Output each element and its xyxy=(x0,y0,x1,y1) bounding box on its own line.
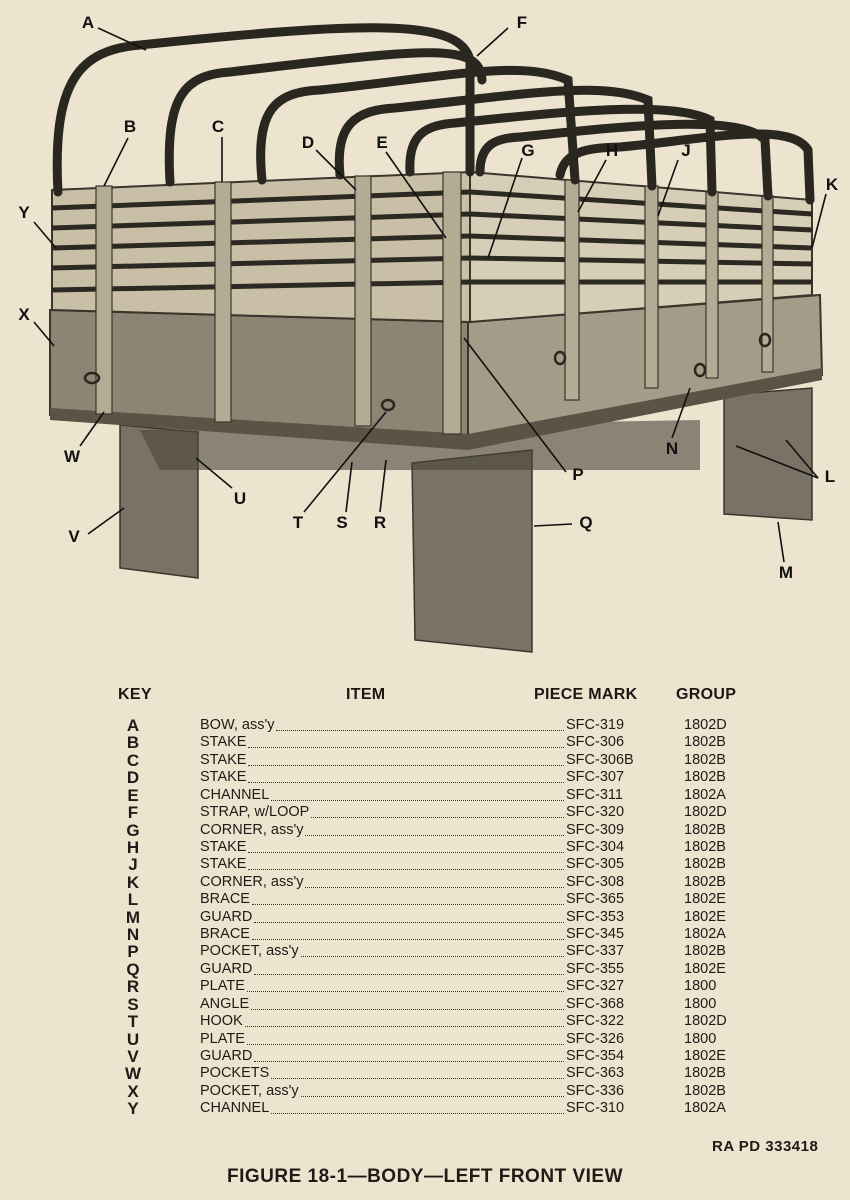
callout-p: P xyxy=(572,465,584,484)
dot-leader xyxy=(305,835,564,836)
row-key: Q xyxy=(126,959,140,979)
dot-leader xyxy=(248,747,564,748)
row-group: 1802B xyxy=(684,1065,726,1082)
row-group: 1800 xyxy=(684,995,717,1012)
table-row xyxy=(0,996,850,1014)
row-piece-mark: SFC-306B xyxy=(566,751,634,768)
row-piece-mark: SFC-310 xyxy=(566,1100,625,1117)
callout-x: X xyxy=(18,305,30,324)
row-item: PLATE xyxy=(200,1030,245,1047)
dot-leader xyxy=(271,1078,564,1079)
table-row xyxy=(0,822,850,840)
callout-j: J xyxy=(681,141,691,160)
callout-g: G xyxy=(521,141,535,160)
row-key: M xyxy=(125,907,141,927)
row-group: 1802A xyxy=(684,1100,726,1117)
callout-a: A xyxy=(81,13,95,32)
row-item: STAKE xyxy=(200,769,247,786)
reference-number: RA PD 333418 xyxy=(712,1138,819,1155)
row-key: W xyxy=(124,1064,142,1084)
callout-v: V xyxy=(68,527,80,546)
row-item: STAKE xyxy=(200,856,247,873)
row-piece-mark: SFC-309 xyxy=(566,821,625,838)
row-piece-mark: SFC-365 xyxy=(566,891,625,908)
dot-leader xyxy=(254,1061,564,1062)
dot-leader xyxy=(247,1044,564,1045)
row-group: 1802E xyxy=(684,908,726,925)
row-item: POCKET, ass'y xyxy=(200,1082,299,1099)
row-key: J xyxy=(128,855,138,875)
row-piece-mark: SFC-320 xyxy=(566,804,625,821)
row-item: ANGLE xyxy=(200,995,250,1012)
row-piece-mark: SFC-322 xyxy=(566,1013,625,1030)
dot-leader xyxy=(276,730,564,731)
row-key: S xyxy=(127,994,139,1014)
row-piece-mark: SFC-319 xyxy=(566,717,625,733)
callout-b: B xyxy=(123,117,137,136)
row-piece-mark: SFC-326 xyxy=(566,1030,625,1047)
row-item: BOW, ass'y xyxy=(200,717,275,733)
row-key: X xyxy=(127,1081,139,1101)
row-key: F xyxy=(127,803,139,823)
row-group: 1802B xyxy=(684,1082,726,1099)
callout-f: F xyxy=(516,13,528,32)
table-row xyxy=(0,909,850,927)
table-row xyxy=(0,839,850,857)
row-group: 1800 xyxy=(684,1030,717,1047)
row-group: 1802B xyxy=(684,856,726,873)
table-row xyxy=(0,856,850,874)
header-piece-mark: PIECE MARK xyxy=(534,686,638,703)
dot-leader xyxy=(251,1009,564,1010)
row-item: STAKE xyxy=(200,751,247,768)
row-key: B xyxy=(126,733,140,753)
row-key: H xyxy=(126,837,140,857)
row-piece-mark: SFC-363 xyxy=(566,1065,625,1082)
table-row xyxy=(0,1100,850,1118)
dot-leader xyxy=(271,1113,564,1114)
row-item: STAKE xyxy=(200,838,247,855)
callout-l: L xyxy=(824,467,836,486)
row-key: N xyxy=(126,925,140,945)
table-row xyxy=(0,734,850,752)
row-key: R xyxy=(126,977,140,997)
figure-caption: FIGURE 18-1—BODY—LEFT FRONT VIEW xyxy=(226,1166,624,1187)
table-row xyxy=(0,943,850,961)
dot-leader xyxy=(252,904,564,905)
dot-leader xyxy=(301,956,564,957)
row-piece-mark: SFC-368 xyxy=(566,995,625,1012)
table-row xyxy=(0,961,850,979)
row-item: CORNER, ass'y xyxy=(200,821,304,838)
dot-leader xyxy=(254,922,564,923)
table-row xyxy=(0,1065,850,1083)
dot-leader xyxy=(248,782,564,783)
row-group: 1802B xyxy=(684,769,726,786)
row-group: 1802D xyxy=(684,717,727,733)
table-row xyxy=(0,717,850,735)
row-key: E xyxy=(127,785,139,805)
row-item: STRAP, w/LOOP xyxy=(200,804,310,821)
callout-q: Q xyxy=(579,513,593,532)
row-piece-mark: SFC-327 xyxy=(566,978,625,995)
row-item: GUARD xyxy=(200,1047,253,1064)
row-item: CHANNEL xyxy=(200,1100,270,1117)
row-key: A xyxy=(126,716,140,735)
header-item: ITEM xyxy=(346,686,386,703)
row-group: 1802B xyxy=(684,734,726,751)
table-row xyxy=(0,752,850,770)
header-key: KEY xyxy=(118,686,152,703)
row-item: POCKETS xyxy=(200,1065,270,1082)
table-row xyxy=(0,769,850,787)
row-piece-mark: SFC-304 xyxy=(566,838,625,855)
row-item: PLATE xyxy=(200,978,245,995)
row-key: K xyxy=(126,872,140,892)
row-group: 1802E xyxy=(684,1047,726,1064)
table-row xyxy=(0,891,850,909)
row-group: 1802E xyxy=(684,891,726,908)
dot-leader xyxy=(311,817,564,818)
callout-n: N xyxy=(665,439,679,458)
row-key: P xyxy=(127,942,139,962)
row-key: D xyxy=(126,768,140,788)
row-group: 1802B xyxy=(684,821,726,838)
row-piece-mark: SFC-311 xyxy=(566,786,623,803)
dot-leader xyxy=(248,869,564,870)
row-group: 1802A xyxy=(684,786,726,803)
row-item: STAKE xyxy=(200,734,247,751)
row-item: CORNER, ass'y xyxy=(200,873,304,890)
row-group: 1802D xyxy=(684,804,727,821)
dot-leader xyxy=(247,991,564,992)
row-item: BRACE xyxy=(200,926,250,943)
table-row xyxy=(0,1031,850,1049)
row-item: HOOK xyxy=(200,1013,243,1030)
dot-leader xyxy=(305,887,564,888)
row-piece-mark: SFC-354 xyxy=(566,1047,625,1064)
callout-h: H xyxy=(605,141,619,160)
callout-u: U xyxy=(233,489,247,508)
row-piece-mark: SFC-353 xyxy=(566,908,625,925)
row-piece-mark: SFC-307 xyxy=(566,769,625,786)
table-row xyxy=(0,926,850,944)
row-piece-mark: SFC-306 xyxy=(566,734,625,751)
dot-leader xyxy=(301,1096,564,1097)
dot-leader xyxy=(252,939,564,940)
row-key: G xyxy=(126,820,140,840)
row-piece-mark: SFC-305 xyxy=(566,856,625,873)
table-row xyxy=(0,978,850,996)
callout-w: W xyxy=(63,447,81,466)
table-row xyxy=(0,804,850,822)
callout-m: M xyxy=(778,563,794,582)
row-key: T xyxy=(127,1012,139,1032)
row-piece-mark: SFC-336 xyxy=(566,1082,625,1099)
row-key: Y xyxy=(127,1099,139,1119)
row-key: L xyxy=(127,890,139,910)
dot-leader xyxy=(248,852,564,853)
row-group: 1802D xyxy=(684,1013,727,1030)
row-group: 1800 xyxy=(684,978,717,995)
row-group: 1802B xyxy=(684,873,726,890)
row-item: CHANNEL xyxy=(200,786,270,803)
row-item: POCKET, ass'y xyxy=(200,943,299,960)
dot-leader xyxy=(245,1026,564,1027)
dot-leader xyxy=(271,800,564,801)
row-group: 1802E xyxy=(684,960,726,977)
table-row xyxy=(0,1048,850,1066)
table-row xyxy=(0,1013,850,1031)
row-piece-mark: SFC-355 xyxy=(566,960,625,977)
callout-e: E xyxy=(376,133,388,152)
dot-leader xyxy=(248,765,564,766)
row-key: C xyxy=(126,750,140,770)
callout-y: Y xyxy=(18,203,30,222)
callout-c: C xyxy=(211,117,225,136)
table-row xyxy=(0,874,850,892)
table-row xyxy=(0,1083,850,1101)
row-key: U xyxy=(126,1029,140,1049)
row-key: V xyxy=(127,1046,139,1066)
callout-k: K xyxy=(825,175,839,194)
header-group: GROUP xyxy=(676,686,737,703)
row-piece-mark: SFC-345 xyxy=(566,926,625,943)
callout-d: D xyxy=(301,133,315,152)
row-group: 1802A xyxy=(684,926,726,943)
row-piece-mark: SFC-337 xyxy=(566,943,625,960)
callout-t: T xyxy=(292,513,304,532)
table-row xyxy=(0,787,850,805)
row-group: 1802B xyxy=(684,943,726,960)
row-item: BRACE xyxy=(200,891,250,908)
row-item: GUARD xyxy=(200,960,253,977)
row-piece-mark: SFC-308 xyxy=(566,873,625,890)
row-group: 1802B xyxy=(684,838,726,855)
row-item: GUARD xyxy=(200,908,253,925)
callout-s: S xyxy=(336,513,348,532)
dot-leader xyxy=(254,974,564,975)
callout-r: R xyxy=(373,513,387,532)
row-group: 1802B xyxy=(684,751,726,768)
